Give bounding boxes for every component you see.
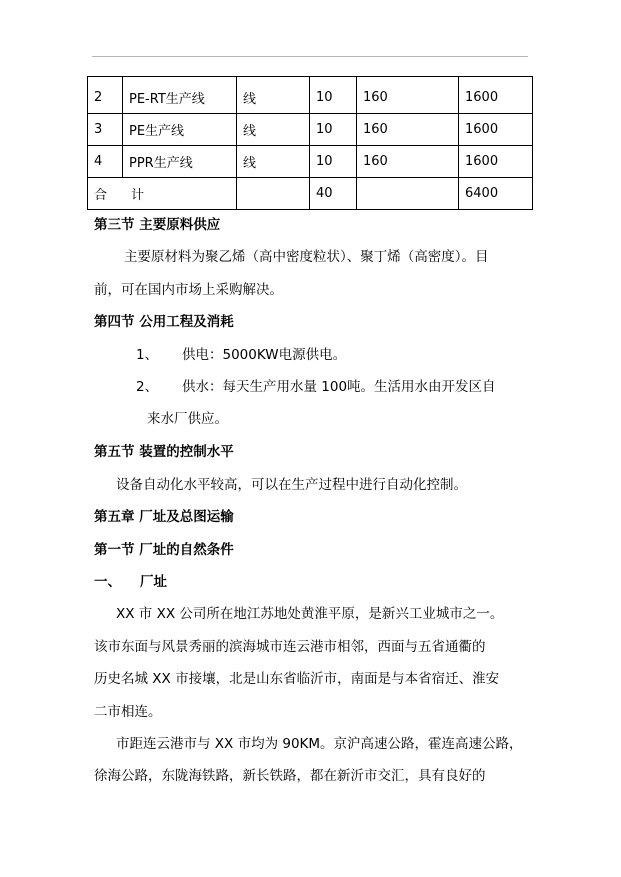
paragraph-line: 主要原材料为聚乙烯（高中密度粒状）、聚丁烯（高密度）。目 xyxy=(124,249,489,265)
row-number: 2 xyxy=(88,77,123,114)
amount: 1600 xyxy=(459,77,533,114)
quantity: 10 xyxy=(310,114,357,146)
list-item-number: 2、 xyxy=(136,379,159,395)
list-item-text: 供水：每天生产用水量 100吨。生活用水由开发区自 xyxy=(182,379,496,395)
unit xyxy=(237,178,310,210)
row-number: 3 xyxy=(88,114,123,146)
paragraph-line: 历史名城 XX 市接壤，北是山东省临沂市，南面是与本省宿迁、淮安 xyxy=(94,671,500,687)
total-label-b: 计 xyxy=(131,188,145,203)
paragraph-line: 市距连云港市与 XX 市均为 90KM。京沪高速公路，霍连高速公路， xyxy=(116,736,523,752)
production-line-table xyxy=(87,76,533,210)
table-row xyxy=(88,114,533,146)
section-3-heading: 第三节 主要原料供应 xyxy=(94,217,221,233)
list-item-number: 1、 xyxy=(136,347,159,363)
subsection-number: 一、 xyxy=(94,574,121,590)
subsection-title: 厂址 xyxy=(140,574,167,590)
paragraph-line: 徐海公路，东陇海铁路，新长铁路，都在新沂市交汇，具有良好的 xyxy=(94,768,486,784)
unit: 线 xyxy=(237,146,310,178)
quantity: 10 xyxy=(310,146,357,178)
unit: 线 xyxy=(237,114,310,146)
unit-price xyxy=(357,178,459,210)
table-row xyxy=(88,146,533,178)
list-item-continuation: 来水厂供应。 xyxy=(147,411,228,427)
amount: 1600 xyxy=(459,146,533,178)
chapter-5-heading: 第五章 厂址及总图运输 xyxy=(94,509,234,525)
amount: 1600 xyxy=(459,114,533,146)
chapter-5-section-1-heading: 第一节 厂址的自然条件 xyxy=(94,542,234,558)
paragraph-line: 设备自动化水平较高，可以在生产过程中进行自动化控制。 xyxy=(116,477,467,493)
total-amount: 6400 xyxy=(459,178,533,210)
unit-price: 160 xyxy=(357,77,459,114)
line-name: PE生产线 xyxy=(123,114,237,146)
line-name: PPR生产线 xyxy=(123,146,237,178)
line-name: PE-RT生产线 xyxy=(123,77,237,114)
total-quantity: 40 xyxy=(310,178,357,210)
list-item-text: 供电：5000KW电源供电。 xyxy=(182,347,347,363)
paragraph-line: 该市东面与风景秀丽的滨海城市连云港市相邻，西面与五省通衢的 xyxy=(94,639,486,655)
unit-price: 160 xyxy=(357,146,459,178)
paragraph-line: 前，可在国内市场上采购解决。 xyxy=(94,282,283,298)
table-total-row xyxy=(88,178,533,210)
total-label-a: 合 xyxy=(94,188,108,203)
total-label xyxy=(88,178,237,210)
section-4-heading: 第四节 公用工程及消耗 xyxy=(94,314,234,330)
unit-price: 160 xyxy=(357,114,459,146)
section-5-heading: 第五节 装置的控制水平 xyxy=(94,444,234,460)
quantity: 10 xyxy=(310,77,357,114)
paragraph-line: 二市相连。 xyxy=(94,704,162,720)
table-row xyxy=(88,77,533,114)
row-number: 4 xyxy=(88,146,123,178)
paragraph-line: XX 市 XX 公司所在地江苏地处黄淮平原，是新兴工业城市之一。 xyxy=(116,606,504,622)
unit: 线 xyxy=(237,77,310,114)
header-rule xyxy=(92,56,528,57)
